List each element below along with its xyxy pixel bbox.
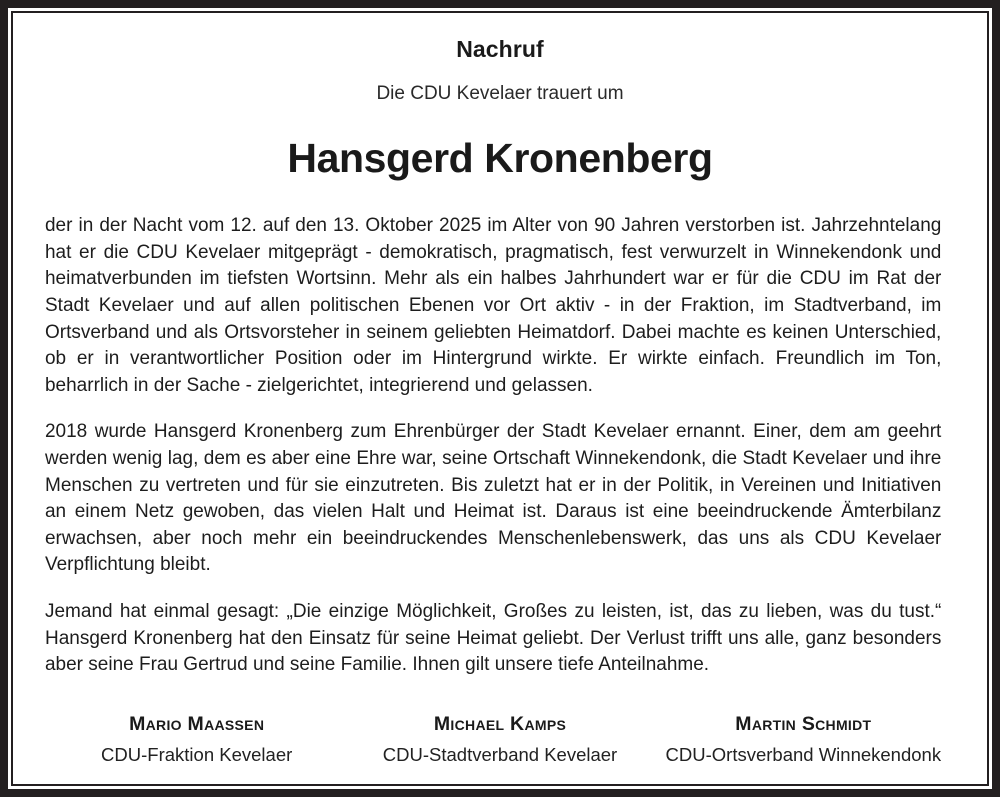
body-paragraph-2: 2018 wurde Hansgerd Kronenberg zum Ehrenbürger der Stadt Kevelaer ernannt. Einer, dem am geehrt werden wenig lag, dem es aber eine Ehre war, seine Ortschaft Winnekendonk, die Stadt Kevelaer und ihre Menschen zu vertreten und für sie einzutreten. Bis zuletzt hat er in der Politik, in Vereinen und Initiativen an einem Netz gewoben, das vielen Halt und Heimat ist. Daraus ist eine beeindruckende Ämterbilanz erwachsen, aber noch mehr ein beeindruckendes Menschenlebenswerk, das uns als CDU Kevelaer Verpflichtung bleibt. [45, 421, 942, 576]
notice-body [45, 213, 955, 679]
body-paragraph-3: Jemand hat einmal gesagt: „Die einzige Möglichkeit, Großes zu leisten, ist, das zu lieben, was du tust.“ Hansgerd Kronenberg hat den Einsatz für seine Heimat geliebt. Der Verlust trifft uns alle, ganz besonders aber seine Frau Gertrud und seine Familie. Ihnen gilt unsere tiefe Anteilnahme. [45, 600, 942, 676]
signatory-item [652, 712, 955, 767]
signatory-role: CDU-Stadtverband Kevelaer [382, 743, 618, 765]
notice-kicker: Nachruf [456, 36, 544, 62]
signatory-role: CDU-Ortsverband Winnekendonk [665, 743, 942, 765]
signatory-item [348, 712, 651, 767]
signatory-item [45, 712, 348, 767]
signatory-name: Michael Kamps [433, 712, 567, 735]
signatory-name: Mario Maassen [129, 712, 265, 735]
signatory-name: Martin Schmidt [735, 712, 872, 735]
deceased-name: Hansgerd Kronenberg [287, 135, 713, 182]
signatory-role: CDU-Fraktion Kevelaer [101, 743, 293, 765]
notice-content [13, 13, 987, 784]
body-paragraph-1: der in der Nacht vom 12. auf den 13. Oktober 2025 im Alter von 90 Jahren verstorben ist. Jahrzehntelang hat er die CDU Kevelaer mitgeprägt - demokratisch, pragmatisch, fest verwurzelt in Winnekendonk und heimatverbunden im tiefsten Wortsinn. Mehr als ein halbes Jahrhundert war er für die CDU im Rat der Stadt Kevelaer und auf allen politischen Ebenen vor Ort aktiv - in der Fraktion, im Stadtverband, im Ortsverband und als Ortsvorsteher in seinem geliebten Heimatdorf. Dabei machte es keinen Unterschied, ob er in verantwortlicher Position oder im Hintergrund wirkte. Er wirkte einfach. Freundlich im Ton, beharrlich in der Sache - zielgerichtet, integrierend und gelassen. [45, 215, 942, 396]
signatory-list [45, 698, 955, 767]
notice-subtitle: Die CDU Kevelaer trauert um [376, 83, 624, 105]
